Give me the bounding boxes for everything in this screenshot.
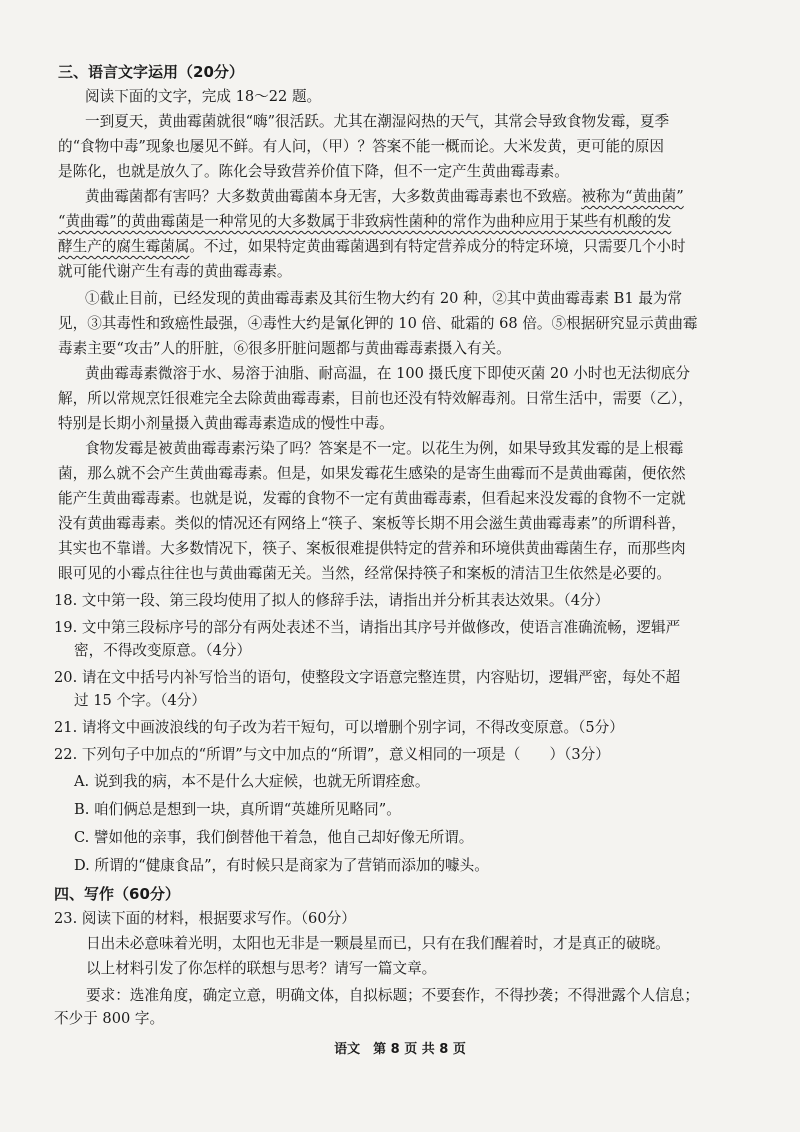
passage-line: 其实也不靠谱。大多数情况下，筷子、案板很难提供特定的营养和环境供黄曲霉菌生存，而那些肉 — [58, 540, 686, 557]
passage-line: 毒素主要“攻击”人的肝脏，⑥很多肝脏问题都与黄曲霉毒素摄入有关。 — [58, 340, 511, 357]
passage-line: 没有黄曲霉毒素。类似的情况还有网络上“筷子、案板等长期不用会滋生黄曲霉毒素”的所谓科普， — [58, 515, 686, 532]
passage-line: 的“食物中毒”现象也屡见不鲜。有人问，（甲）？答案不能一概而论。大米发黄，更可能的原因 — [58, 138, 664, 155]
writing-requirements-cont: 不少于 800 字。 — [54, 1010, 165, 1027]
passage-line: 是陈化，也就是放久了。陈化会导致营养价值下降，但不一定产生黄曲霉毒素。 — [58, 163, 569, 180]
wavy-underlined-text: 酵生产的腐生霉菌属 — [58, 238, 190, 255]
passage-line: 就可能代谢产生有毒的黄曲霉毒素。 — [58, 263, 292, 280]
question-22: 22. 下列句子中加点的“所谓”与文中加点的“所谓”，意义相同的一项是（ ）（3分） — [54, 746, 610, 763]
section-3-instruction: 阅读下面的文字，完成 18～22 题。 — [85, 88, 322, 105]
passage-line: 解，所以常规烹饪很难完全去除黄曲霉毒素，目前也还没有特效解毒剂。日常生活中，需要（乙）， — [58, 390, 693, 407]
passage-line — [58, 211, 800, 233]
option-a: A. 说到我的病，本不是什么大症候，也就无所谓痊愈。 — [74, 773, 430, 790]
page-footer: 语文 第 8 页 共 8 页 — [334, 1042, 466, 1057]
passage-line — [58, 236, 800, 258]
option-d: D. 所谓的“健康食品”，有时候只是商家为了营销而添加的噱头。 — [74, 857, 489, 874]
passage-line: 特别是长期小剂量摄入黄曲霉毒素造成的慢性中毒。 — [58, 415, 394, 432]
wavy-underlined-text: 被称为“黄曲菌” — [581, 188, 684, 205]
section-3-heading: 三、语言文字运用（20分） — [58, 63, 244, 81]
passage-line: 能产生黄曲霉毒素。也就是说，发霉的食物不一定有黄曲霉毒素，但看起来没发霉的食物不一定就 — [58, 490, 686, 507]
passage-line: 一到夏天，黄曲霉菌就很“嗨”很活跃。尤其在潮湿闷热的天气，其常会导致食物发霉，夏季 — [85, 113, 670, 130]
writing-prompt: 以上材料引发了你怎样的联想与思考？请写一篇文章。 — [86, 960, 437, 977]
passage-line: 菌，那么就不会产生黄曲霉毒素。但是，如果发霉花生感染的是寄生曲霉而不是黄曲霉菌，便依然 — [58, 465, 686, 482]
question-19: 19. 文中第三段标序号的部分有两处表述不当，请指出其序号并做修改，使语言准确流畅，逻辑严 — [54, 619, 681, 636]
wavy-underlined-text: “黄曲霉”的黄曲霉菌是一种常见的大多数属于非致病性菌种的常作为曲种应用于某些有机酸的发 — [58, 213, 672, 230]
passage-line: 眼可见的小霉点往往也与黄曲霉菌无关。当然，经常保持筷子和案板的清洁卫生依然是必要的。 — [58, 565, 671, 582]
passage-text: 。不过，如果特定黄曲霉菌遇到有特定营养成分的特定环境，只需要几个小时 — [189, 238, 686, 255]
question-18: 18. 文中第一段、第三段均使用了拟人的修辞手法，请指出并分析其表达效果。（4分） — [54, 592, 610, 609]
option-b: B. 咱们俩总是想到一块，真所谓“英雄所见略同”。 — [74, 801, 401, 818]
question-21: 21. 请将文中画波浪线的句子改为若干短句，可以增删个别字词，不得改变原意。（5分） — [54, 719, 624, 736]
passage-text: 黄曲霉菌都有害吗？大多数黄曲霉菌本身无害，大多数黄曲霉毒素也不致癌。 — [85, 188, 582, 205]
question-20-cont: 过 15 个字。（4分） — [74, 692, 206, 709]
passage-line: 见，③其毒性和致癌性最强，④毒性大约是氰化钾的 10 倍、砒霜的 68 倍。⑤根据研究显示黄曲霉 — [58, 315, 698, 332]
passage-line: 黄曲霉毒素微溶于水、易溶于油脂、耐高温，在 100 摄氏度下即使灭菌 20 小时也无法彻底分 — [85, 365, 690, 382]
writing-material: 日出未必意味着光明，太阳也无非是一颗晨星而已，只有在我们醒着时，才是真正的破晓。 — [86, 935, 670, 952]
option-c: C. 譬如他的亲事，我们倒替他干着急，他自己却好像无所谓。 — [74, 829, 474, 846]
question-23: 23. 阅读下面的材料，根据要求写作。（60分） — [54, 910, 356, 927]
question-20: 20. 请在文中括号内补写恰当的语句，使整段文字语意完整连贯，内容贴切，逻辑严密，每处不超 — [54, 669, 681, 686]
passage-line: ①截止目前，已经发现的黄曲霉毒素及其衍生物大约有 20 种，②其中黄曲霉毒素 B1 最为常 — [85, 290, 683, 307]
writing-requirements: 要求：选准角度，确定立意，明确文体，自拟标题；不要套作，不得抄袭；不得泄露个人信息； — [86, 987, 699, 1004]
question-19-cont: 密，不得改变原意。（4分） — [74, 642, 252, 659]
passage-line: 食物发霉是被黄曲霉毒素污染了吗？答案是不一定。以花生为例，如果导致其发霉的是上根霉 — [85, 440, 684, 457]
section-4-heading: 四、写作（60分） — [54, 885, 180, 903]
passage-line — [85, 186, 800, 208]
